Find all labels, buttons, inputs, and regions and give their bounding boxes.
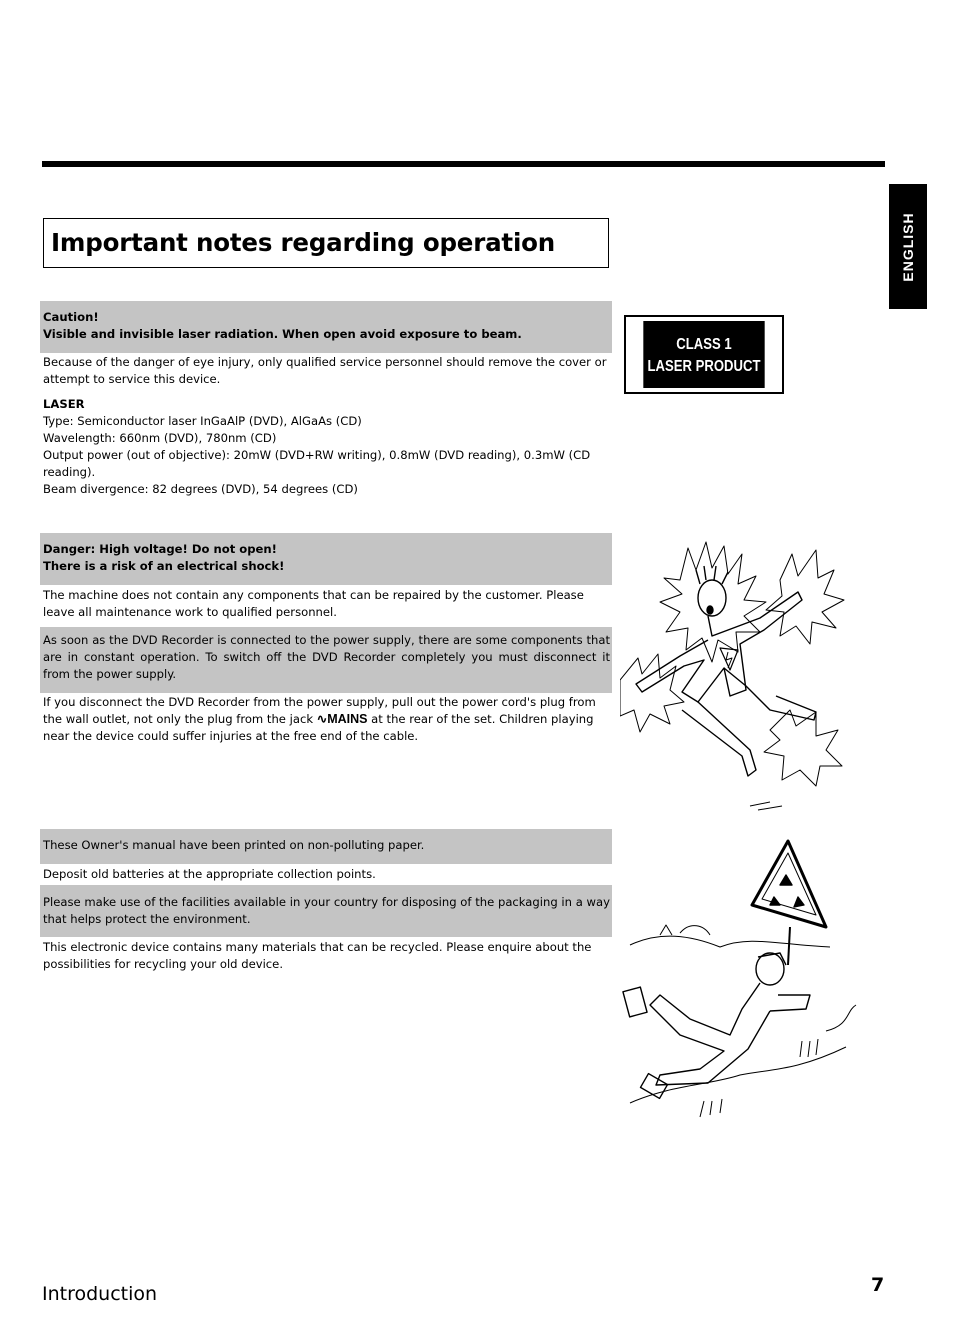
recycling-illustration: [620, 835, 865, 1120]
voltage-para-2-text: As soon as the DVD Recorder is connected to the power supply, there are some components that are in constant operation. To switch off the DVD Recorder completely you must disconnect it from the power supply.: [43, 633, 610, 681]
env-para-4-text: This electronic device contains many materials that can be recycled. Please enquire about the possibilities for recycling your old device.: [43, 940, 592, 971]
class1-laser-label: [624, 315, 784, 394]
env-para-1-text: These Owner's manual have been printed on non-polluting paper.: [43, 838, 425, 852]
footer-section-title: Introduction: [42, 1283, 158, 1305]
mains-jack-label: MAINS: [327, 712, 368, 726]
page-number: 7: [871, 1274, 885, 1296]
laser-heading: LASER: [43, 397, 85, 411]
env-para-3: [40, 885, 612, 937]
voltage-para-3-start: If you disconnect the DVD Recorder from the power supply, pull out the power cord's plug from the wall outlet, not only the plug from the jack: [43, 695, 596, 726]
env-para-2-text: Deposit old batteries at the appropriate collection points.: [43, 867, 376, 881]
laser-output-power: Output power (out of objective): 20mW (DVD+RW writing), 0.8mW (DVD reading), 0.3mW (CD reading).: [43, 448, 591, 479]
laser-label-line1: CLASS 1: [676, 336, 732, 353]
recycle-icon: [770, 875, 804, 907]
laser-specs: [40, 396, 612, 498]
laser-divergence: Beam divergence: 82 degrees (DVD), 54 degrees (CD): [43, 482, 358, 496]
caution-heading: Caution!: [43, 310, 99, 324]
language-tab: [889, 184, 927, 309]
laser-intro: [40, 354, 612, 388]
voltage-danger-box: [40, 533, 612, 585]
voltage-para-1-text: The machine does not contain any components that can be repaired by the customer. Please leave all maintenance work to qualified personnel.: [43, 588, 584, 619]
language-tab-label: ENGLISH: [900, 211, 916, 282]
title-box: [43, 218, 609, 268]
env-para-1: [40, 829, 612, 864]
danger-text: There is a risk of an electrical shock!: [43, 559, 285, 573]
laser-caution-box: [40, 301, 612, 353]
mains-symbol-icon: ∿: [316, 712, 328, 726]
electric-shock-illustration: [620, 540, 865, 820]
danger-heading: Danger: High voltage! Do not open!: [43, 542, 277, 556]
laser-type: Type: Semiconductor laser InGaAlP (DVD), AlGaAs (CD): [43, 414, 362, 428]
env-para-3-text: Please make use of the facilities available in your country for disposing of the packaging in a way that helps protect the environment.: [43, 895, 610, 926]
env-para-4: [40, 939, 612, 973]
voltage-para-1: [40, 587, 612, 621]
page-title: Important notes regarding operation: [51, 228, 556, 257]
env-para-2: [40, 866, 612, 883]
voltage-para-3-text: [43, 694, 610, 745]
header-rule: [42, 161, 885, 167]
voltage-para-3: [40, 694, 612, 745]
laser-wavelength: Wavelength: 660nm (DVD), 780nm (CD): [43, 431, 277, 445]
laser-intro-text: Because of the danger of eye injury, only qualified service personnel should remove the cover or attempt to service this device.: [43, 355, 607, 386]
voltage-para-3-end: at the rear of the set. Children playing near the device could suffer injuries at the free end of the cable.: [43, 712, 594, 743]
voltage-para-2: [40, 627, 612, 693]
caution-text: Visible and invisible laser radiation. When open avoid exposure to beam.: [43, 327, 522, 341]
laser-label-line2: LASER PRODUCT: [647, 358, 761, 375]
